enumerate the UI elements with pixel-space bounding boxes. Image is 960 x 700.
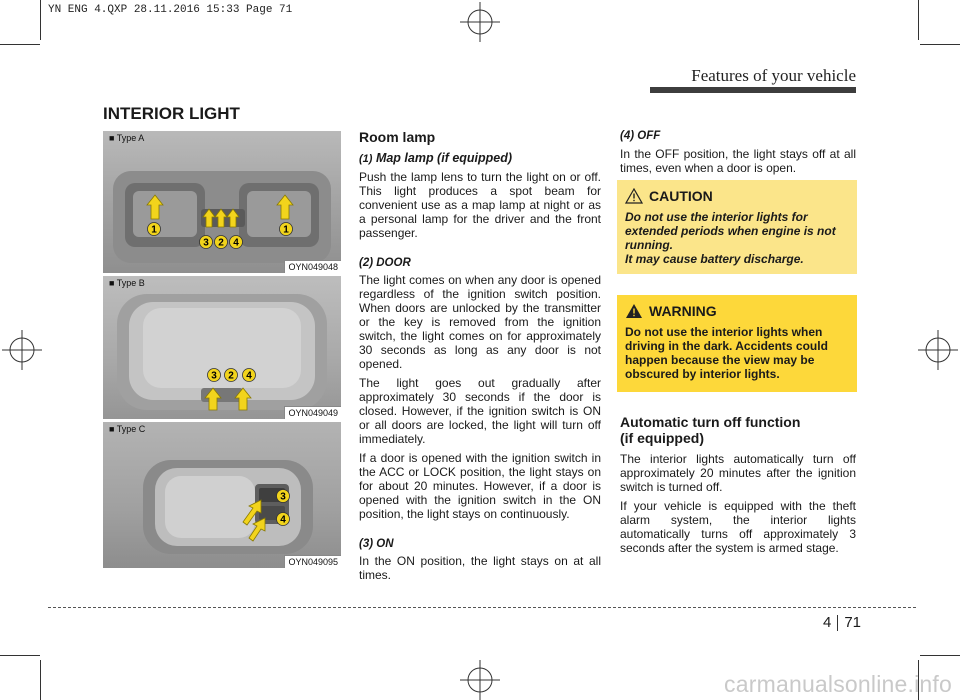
caution-title: CAUTION	[649, 188, 713, 204]
caution-text-1: Do not use the interior lights for extended periods when engine is not running.	[625, 210, 836, 252]
callout-4-badge	[242, 368, 256, 382]
callout-1-badge	[147, 222, 161, 236]
door-heading: (2) DOOR	[359, 257, 411, 269]
crop-mark	[920, 44, 960, 45]
callout-3-badge	[276, 489, 290, 503]
svg-text:3: 3	[211, 370, 217, 382]
crop-mark	[40, 0, 41, 40]
svg-text:4: 4	[246, 370, 252, 382]
map-lamp-body: Push the lamp lens to turn the light on or off. This light produces a spot beam for convenient use as a map lamp at night or as a personal lamp for the driver and the front passenger.	[359, 170, 601, 240]
warning-title: WARNING	[649, 303, 717, 319]
caution-box	[617, 180, 857, 274]
warning-triangle-outline-icon	[625, 188, 643, 204]
crop-mark	[0, 655, 40, 656]
watermark: carmanualsonline.info	[724, 671, 952, 697]
photo-type-label: ■ Type B	[109, 278, 145, 288]
print-slug: YN ENG 4.QXP 28.11.2016 15:33 Page 71	[48, 4, 293, 16]
svg-text:3: 3	[280, 491, 286, 503]
type-c-lamp-illustration	[103, 422, 341, 568]
callout-2-badge	[224, 368, 238, 382]
warning-triangle-filled-icon	[625, 303, 643, 319]
footer-divider	[48, 607, 916, 608]
on-heading: (3) ON	[359, 538, 394, 550]
auto-off-heading-1: Automatic turn off function	[620, 414, 801, 430]
photo-type-label: ■ Type C	[109, 424, 146, 434]
crop-mark	[918, 0, 919, 40]
header-bar	[650, 87, 856, 93]
registration-mark-icon	[460, 2, 500, 42]
header-title: Features of your vehicle	[691, 66, 856, 85]
map-lamp-heading	[359, 151, 601, 167]
callout-4-badge	[276, 512, 290, 526]
door-body-1: The light comes on when any door is opened regardless of the ignition switch position. When doors are unlocked by the transmitter or the key is removed from the ignition switch, the light comes on for approximately 30 seconds as long as any door is not opened.	[359, 273, 601, 371]
off-heading: (4) OFF	[620, 130, 661, 142]
map-lamp-title: Map lamp (if equipped)	[375, 151, 513, 165]
registration-mark-icon	[2, 330, 42, 370]
photo-type-a	[103, 131, 341, 273]
crop-mark	[920, 655, 960, 656]
page-number	[823, 614, 861, 631]
auto-off-body-2: If your vehicle is equipped with the theft alarm system, the interior lights automatically turns off approximately 3 seconds after the system is armed stage.	[620, 499, 856, 555]
warning-text: Do not use the interior lights when driving in the dark. Accidents could happen because the view may be obscured by interior lights.	[625, 325, 828, 381]
svg-text:2: 2	[228, 370, 234, 382]
map-lamp-number: (1)	[359, 153, 373, 165]
crop-mark	[40, 660, 41, 700]
auto-off-body-1: The interior lights automatically turn off approximately 20 minutes after the ignition switch is turned off.	[620, 452, 856, 494]
photo-code: OYN049095	[284, 555, 341, 568]
svg-text:3: 3	[203, 237, 209, 249]
callout-3-badge	[199, 235, 213, 249]
svg-text:1: 1	[283, 224, 289, 236]
section-title: INTERIOR LIGHT	[103, 104, 240, 123]
photo-code: OYN049049	[284, 406, 341, 419]
off-body: In the OFF position, the light stays off at all times, even when a door is open.	[620, 147, 856, 175]
door-body-2: The light goes out gradually after approximately 30 seconds if the door is closed. However, if the ignition switch is ON or all doors are locked, the light will turn off immediately.	[359, 376, 601, 446]
type-a-lamp-illustration	[103, 131, 341, 273]
page-number-separator	[837, 615, 838, 631]
warning-box	[617, 295, 857, 392]
callout-1-badge	[279, 222, 293, 236]
middle-column	[359, 129, 601, 582]
auto-off-heading-2: (if equipped)	[620, 430, 704, 446]
callout-2-badge	[214, 235, 228, 249]
svg-text:1: 1	[151, 224, 157, 236]
page-number-value: 71	[844, 614, 862, 631]
caution-text-2: It may cause battery discharge.	[625, 252, 804, 266]
callout-3-badge	[207, 368, 221, 382]
svg-text:4: 4	[280, 514, 286, 526]
warning-header	[625, 301, 849, 321]
registration-mark-icon	[918, 330, 958, 370]
callout-4-badge	[229, 235, 243, 249]
type-b-lamp-illustration	[103, 276, 341, 419]
svg-text:4: 4	[233, 237, 239, 249]
photo-type-label: ■ Type A	[109, 133, 145, 143]
door-body-3: If a door is opened with the ignition switch in the ACC or LOCK position, the light stays on for about 20 minutes. However, if a door is opened with the ignition switch in the ON position, the light stays on continuously.	[359, 451, 601, 521]
on-body: In the ON position, the light stays on at all times.	[359, 554, 601, 582]
auto-off-section	[620, 414, 856, 555]
chapter-number: 4	[823, 614, 832, 631]
registration-mark-icon	[460, 660, 500, 700]
room-lamp-heading: Room lamp	[359, 129, 436, 145]
svg-text:2: 2	[218, 237, 224, 249]
off-section	[620, 129, 856, 175]
crop-mark	[0, 44, 40, 45]
photo-code: OYN049048	[284, 260, 341, 273]
caution-header	[625, 186, 849, 206]
photo-type-c	[103, 422, 341, 568]
photo-type-b	[103, 276, 341, 419]
